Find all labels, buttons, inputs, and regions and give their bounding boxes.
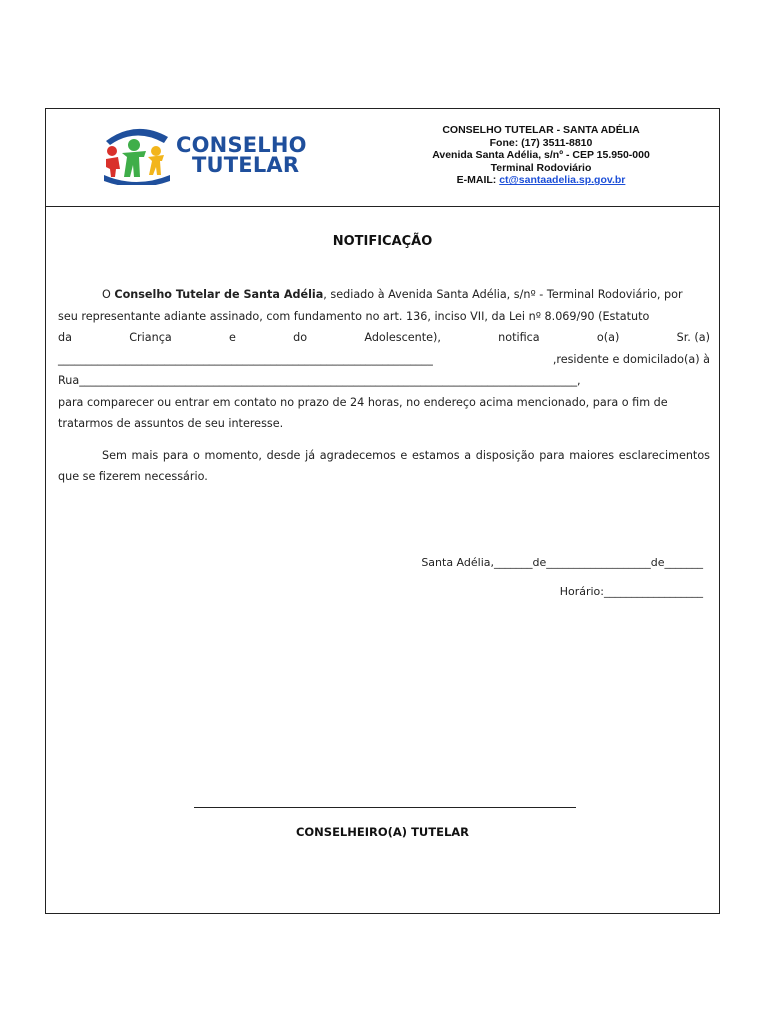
org-terminal: Terminal Rodoviário — [490, 161, 592, 174]
signature-line — [194, 807, 576, 808]
document-frame — [45, 108, 720, 914]
org-name-bold: Conselho Tutelar de Santa Adélia — [114, 288, 324, 301]
street-blank-line: Rua_________________________________________________________________________________________, — [58, 374, 581, 387]
word: da — [58, 331, 72, 344]
body-line-2: seu representante adiante assinado, com fundamento no art. 136, inciso VII, da Lei nº 8.069/90 (Estatuto — [58, 309, 650, 323]
body-line-3 — [58, 327, 710, 349]
email-label: E-MAIL: — [456, 174, 500, 187]
body-line-4 — [58, 349, 710, 371]
body-line-1 — [58, 284, 710, 306]
org-address: Avenida Santa Adélia, s/nº - CEP 15.950-000 — [432, 149, 650, 162]
word: Criança — [129, 331, 172, 344]
word: notifica — [498, 331, 540, 344]
document-title: NOTIFICAÇÃO — [332, 234, 433, 249]
notification-body — [58, 284, 710, 488]
word: do — [293, 331, 308, 344]
org-name: CONSELHO TUTELAR - SANTA ADÉLIA — [442, 124, 640, 136]
word: Sr. (a) — [676, 331, 710, 344]
word: o(a) — [596, 331, 620, 344]
name-blank: ___________________________________________________________________ — [58, 352, 433, 366]
letterhead — [46, 109, 719, 207]
email-link[interactable]: ct@santaadelia.sp.gov.br — [499, 174, 626, 187]
body-line-6: para comparecer ou entrar em contato no prazo de 24 horas, no endereço acima mencionado, para o fim de — [58, 395, 668, 409]
body-o: O — [102, 288, 111, 301]
residence-text: ,residente e domicilado(a) à — [552, 352, 710, 366]
closing-paragraph: Sem mais para o momento, desde já agradecemos e estamos a disposição para maiores esclarecimentos que se fizerem necessário. — [58, 448, 710, 483]
family-logo-icon — [102, 123, 178, 185]
logo-wordmark — [176, 135, 307, 175]
org-phone: Fone: (17) 3511-8810 — [489, 136, 593, 149]
org-contact-block — [376, 124, 706, 187]
word: Adolescente), — [364, 331, 441, 344]
logo-line-2: TUTELAR — [192, 153, 300, 177]
conselho-tutelar-logo — [102, 123, 322, 185]
time-field-line: Horário:__________________ — [559, 585, 703, 598]
date-field-line: Santa Adélia,_______de___________________de_______ — [421, 556, 703, 569]
body-line-1-rest: , sediado à Avenida Santa Adélia, s/nº - Terminal Rodoviário, por — [323, 288, 683, 301]
signature-label: CONSELHEIRO(A) TUTELAR — [295, 825, 470, 839]
body-line-7: tratarmos de assuntos de seu interesse. — [58, 417, 284, 430]
org-email-line — [376, 174, 706, 187]
logo-line-1: CONSELHO — [176, 133, 307, 157]
word: e — [228, 331, 236, 344]
